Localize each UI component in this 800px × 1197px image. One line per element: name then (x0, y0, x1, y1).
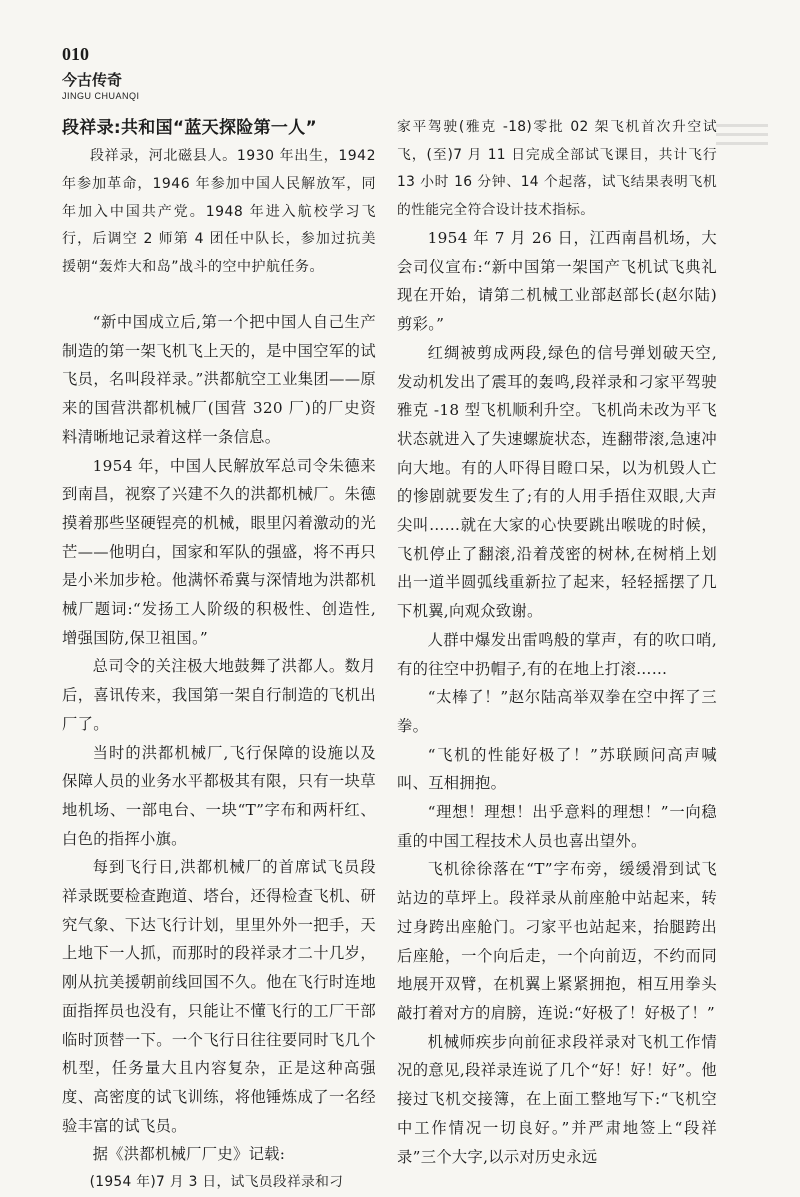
paragraph: 1954 年，中国人民解放军总司令朱德来到南昌，视察了兴建不久的洪都机械厂。朱德摸着那些坚硬锃亮的机械，眼里闪着激动的光芒——他明白，国家和军队的强盛，将不再只是小米加步枪。他满怀希冀与深情地为洪都机械厂题词:“发扬工人阶级的积极性、创造性,增强国防,保卫祖国。” (62, 456, 376, 647)
paragraph: 飞机徐徐落在“T”字布旁，缓缓滑到试飞站边的草坪上。段祥录从前座舱中站起来，转过身跨出座舱门。刁家平也站起来，抬腿跨出后座舱，一个向后走，一个向前迈，不约而同地展开双臂，在机翼上紧紧拥抱，相互用拳头敲打着对方的肩膀，连说:“好极了！好极了！” (397, 860, 717, 1022)
quote-text: 家平驾驶(雅克 -18)零批 02 架飞机首次升空试飞，(至)7 月 11 日完成全部试飞课目，共计飞行 13 小时 16 分钟、14 个起落，试飞结果表明飞机的性能完全符合设计技术指标。 (397, 119, 717, 218)
paragraph: 每到飞行日,洪都机械厂的首席试飞员段祥录既要检查跑道、塔台，还得检查飞机、研究气象、下达飞行计划，里里外外一把手，天上地下一人抓，而那时的段祥录才二十几岁，刚从抗美援朝前线回国不久。他在飞行时连地面指挥员也没有，只能让不懂飞行的工厂干部临时顶替一下。一个飞行日往往要同时飞几个机型，任务量大且内容复杂，正是这种高强度、高密度的试飞训练，将他锤炼成了一名经验丰富的试飞员。 (62, 858, 376, 1135)
paragraph: 总司令的关注极大地鼓舞了洪都人。数月后，喜讯传来，我国第一架自行制造的飞机出厂了。 (62, 657, 376, 733)
paragraph: 人群中爆发出雷鸣般的掌声，有的吹口哨,有的往空中扔帽子,有的在地上打滚…… (397, 630, 717, 678)
left-column (62, 114, 376, 1197)
quote-text: (1954 年)7 月 3 日，试飞员段祥录和刁 (89, 1174, 344, 1191)
paragraph: “飞机的性能好极了！”苏联顾问高声喊叫、互相拥抱。 (397, 745, 717, 793)
history-quote-start (62, 1169, 376, 1197)
section-title: 今古传奇 (62, 71, 123, 89)
paragraph: 红绸被剪成两段,绿色的信号弹划破天空,发动机发出了震耳的轰鸣,段祥录和刁家平驾驶雅克 -18 型飞机顺利升空。飞机尚未改为平飞状态就进入了失速螺旋状态，连翻带滚,急速冲向大地。有的人吓得目瞪口呆，以为机毁人亡的惨剧就要发生了;有的人用手捂住双眼,大声尖叫……就在大家的心快要跳出喉咙的时候，飞机停止了翻滚,沿着茂密的树林,在树梢上划出一道半圆弧线重新拉了起来，轻轻摇摆了几下机翼,向观众致谢。 (397, 343, 717, 621)
bio-text: 段祥录，河北磁县人。1930 年出生，1942 年参加革命，1946 年参加中国人民解放军，同年加入中国共产党。1948 年进入航校学习飞行，后调空 2 师第 4 团任中队长，参加过抗美援朝“轰炸大和岛”战斗的空中护航任务。 (62, 148, 376, 276)
paragraph: “理想！理想！出乎意料的理想！”一向稳重的中国工程技术人员也喜出望外。 (397, 803, 717, 850)
paragraph: 据《洪都机械厂厂史》记载: (92, 1145, 286, 1164)
paragraph: 当时的洪都机械厂,飞行保障的设施以及保障人员的业务水平都极其有限，只有一块草地机场、一部电台、一块“T”字布和两杆红、白色的指挥小旗。 (62, 743, 376, 848)
article-title: 段祥录:共和国“蓝天探险第一人” (62, 118, 317, 138)
history-quote-continued (397, 114, 717, 224)
paragraph: 1954 年 7 月 26 日，江西南昌机场，大会司仪宣布:“新中国第一架国产飞机试飞典礼现在开始，请第二机械工业部赵部长(赵尔陆)剪彩。” (397, 229, 717, 334)
page-header (62, 44, 140, 101)
page-number: 010 (62, 44, 89, 64)
paragraph: “新中国成立后,第一个把中国人自己生产制造的第一架飞机飞上天的，是中国空军的试飞员，名叫段祥录。”洪都航空工业集团——原来的国营洪都机械厂(国营 320 厂)的厂史资料清晰地记录着这样一条信息。 (62, 312, 376, 446)
right-column (397, 114, 717, 1171)
bleed-through-decoration (716, 118, 776, 228)
paragraph: “太棒了！”赵尔陆高举双拳在空中挥了三拳。 (397, 688, 717, 735)
section-title-en: JINGU CHUANQI (62, 91, 140, 101)
bio-box (62, 143, 376, 282)
paragraph: 机械师疾步向前征求段祥录对飞机工作情况的意见,段祥录连说了几个“好！好！好”。他接过飞机交接簿，在上面工整地写下:“飞机空中工作情况一切良好。”并严肃地签上“段祥录”三个大字,以示对历史永远 (397, 1032, 717, 1166)
